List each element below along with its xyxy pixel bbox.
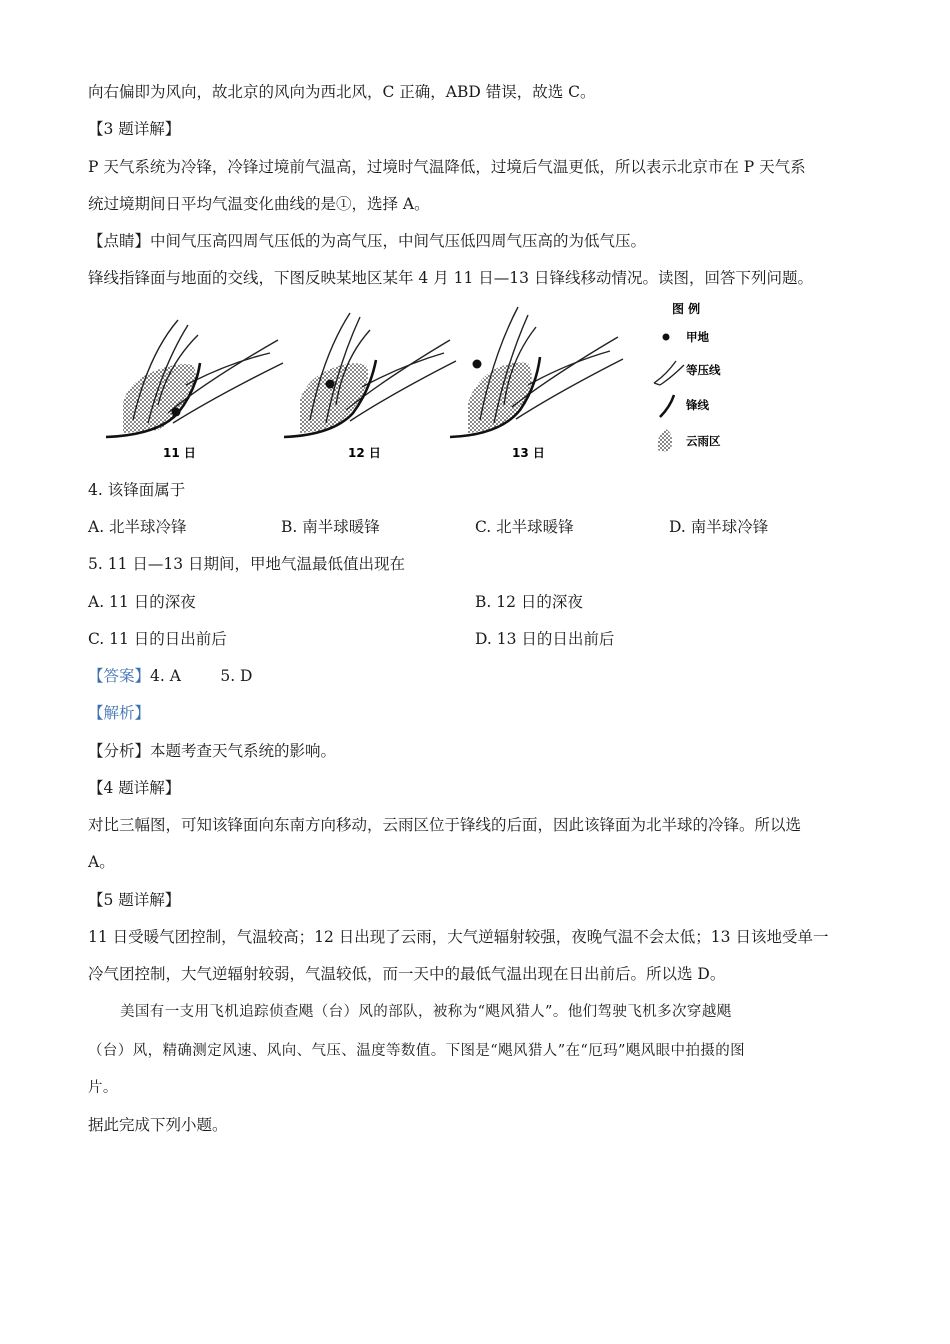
figure-intro: 锋线指锋面与地面的交线，下图反映某地区某年 4 月 11 日—13 日锋线移动情况。读图，回答下列问题。 [88, 269, 813, 287]
analysis-line: 冷气团控制，大气逆辐射较弱，气温较低，而一天中的最低气温出现在日出前后。所以选 D。 [88, 965, 726, 983]
q4-option-b: B. 南半球暖锋 [281, 518, 380, 536]
front-movement-figure [88, 295, 768, 470]
legend-label: 甲地 [686, 330, 709, 344]
panel-12 [284, 313, 456, 460]
q4-option-c: C. 北半球暖锋 [475, 518, 574, 536]
q5-option-c: C. 11 日的日出前后 [88, 630, 227, 648]
analysis-line: A。 [88, 853, 115, 871]
q5-option-d: D. 13 日的日出前后 [475, 630, 615, 648]
passage-line: 据此完成下列小题。 [88, 1116, 228, 1134]
answer-text: 4. A 5. D [150, 667, 253, 685]
legend [654, 301, 721, 452]
q4-stem: 4. 该锋面属于 [88, 481, 186, 499]
text-line: 向右偏即为风向，故北京的风向为西北风，C 正确，ABD 错误，故选 C。 [88, 83, 596, 101]
analysis-line: 【分析】本题考查天气系统的影响。 [88, 742, 337, 760]
isobar [528, 351, 610, 385]
legend-label: 云雨区 [686, 434, 721, 448]
answer-line [88, 666, 252, 686]
panel-label: 12 日 [348, 446, 381, 460]
q5-option-a: A. 11 日的深夜 [88, 593, 196, 611]
legend-site-icon [663, 334, 670, 341]
q4-option-d: D. 南半球冷锋 [669, 518, 769, 536]
passage-line: 美国有一支用飞机追踪侦查飓（台）风的部队，被称为“飓风猎人”。他们驾驶飞机多次穿越飓 [120, 1004, 732, 1020]
site-jia [172, 408, 181, 417]
legend-label: 锋线 [686, 398, 709, 412]
legend-isobar-icon [654, 361, 684, 385]
legend-front-icon [660, 395, 674, 417]
panel-11 [106, 320, 283, 460]
tip-line: 【点睛】中间气压高四周气压低的为高气压，中间气压低四周气压高的为低气压。 [88, 232, 647, 250]
panel-13 [450, 307, 623, 460]
q4-option-a: A. 北半球冷锋 [88, 518, 187, 536]
q5-option-b: B. 12 日的深夜 [475, 593, 583, 611]
site-jia [473, 360, 482, 369]
analysis-line: 对比三幅图，可知该锋面向东南方向移动，云雨区位于锋线的后面，因此该锋面为北半球的冷锋。所以选 [88, 816, 802, 834]
analysis-line: 11 日受暖气团控制，气温较高；12 日出现了云雨，大气逆辐射较强，夜晚气温不会太低；13 日该地受单一 [88, 928, 829, 946]
answer-tag: 【答案】 [88, 667, 151, 685]
passage-line: 片。 [88, 1080, 118, 1096]
legend-label: 等压线 [686, 363, 721, 377]
text-line: P 天气系统为冷锋，冷锋过境前气温高，过境时气温降低，过境后气温更低，所以表示北京市在 P 天气系 [88, 158, 806, 176]
rain-area [300, 363, 368, 433]
legend-title: 图 例 [672, 302, 701, 316]
section-heading-q4: 【4 题详解】 [88, 779, 181, 797]
text-line: 统过境期间日平均气温变化曲线的是①，选择 A。 [88, 195, 430, 213]
site-jia [326, 380, 335, 389]
panel-label: 11 日 [163, 446, 196, 460]
passage-line: （台）风，精确测定风速、风向、气压、温度等数值。下图是“飓风猎人”在“厄玛”飓风眼中拍摄的图 [88, 1043, 746, 1059]
panel-label: 13 日 [512, 446, 545, 460]
section-heading-q5: 【5 题详解】 [88, 891, 181, 909]
section-heading-q3: 【3 题详解】 [88, 120, 181, 138]
analysis-tag: 【解析】 [88, 704, 151, 722]
q5-stem: 5. 11 日—13 日期间，甲地气温最低值出现在 [88, 555, 406, 573]
legend-rain-icon [658, 429, 672, 452]
